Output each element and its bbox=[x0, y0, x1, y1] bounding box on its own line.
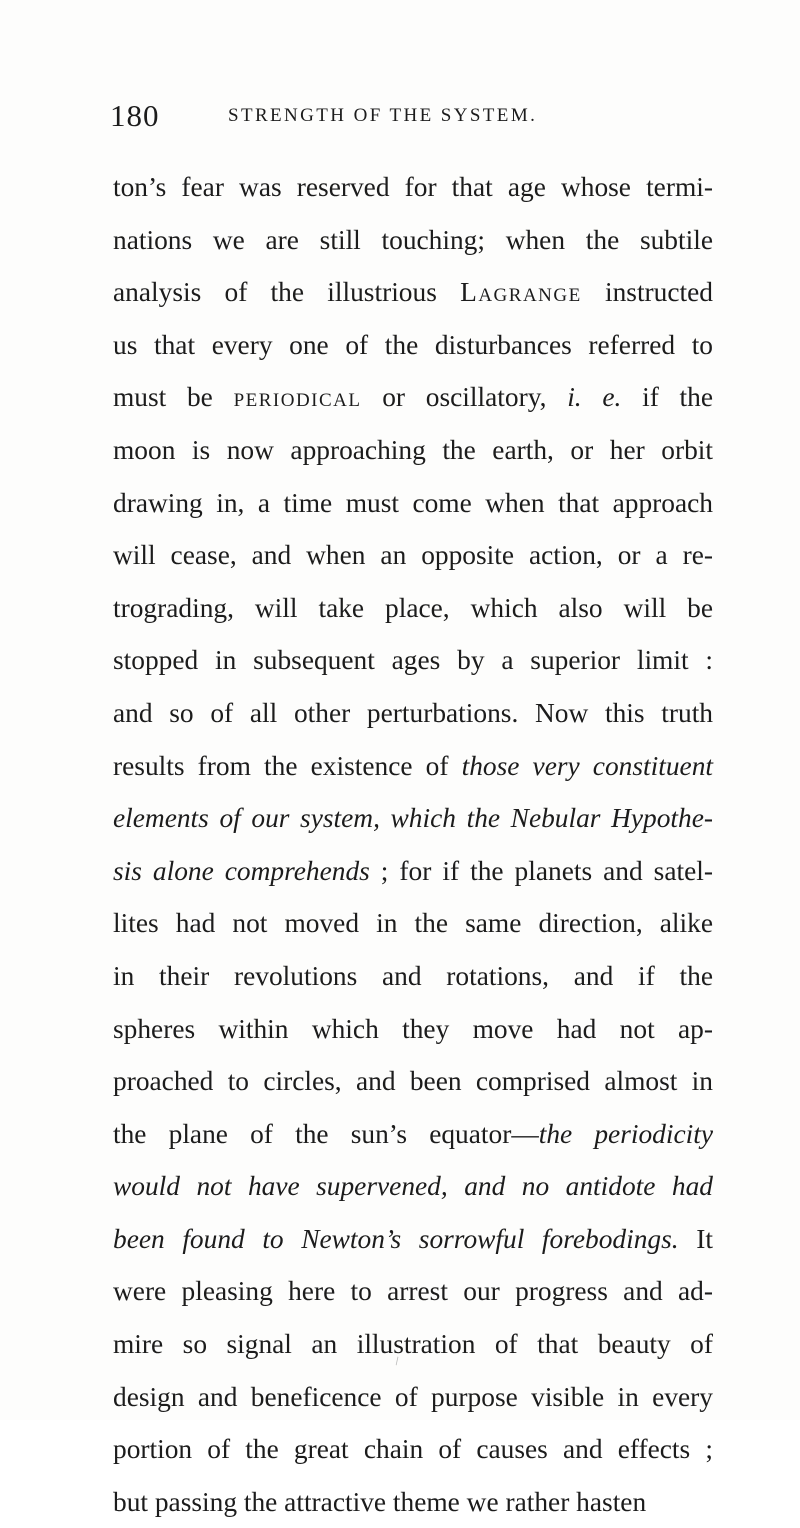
italic-text-run: i. e. bbox=[567, 382, 622, 413]
text-run: design and beneficence of purpose visible in every bbox=[113, 1381, 713, 1412]
italic-text-run: the periodicity bbox=[538, 1118, 714, 1149]
text-line bbox=[113, 1160, 713, 1213]
text-line bbox=[113, 1476, 713, 1528]
text-line bbox=[113, 1003, 713, 1056]
text-line bbox=[113, 897, 713, 950]
text-run: the plane of the sun’s equator— bbox=[113, 1118, 539, 1149]
text-line bbox=[113, 161, 713, 214]
italic-text-run: would not have supervened, and no antidote had bbox=[113, 1171, 713, 1202]
text-line bbox=[113, 1055, 713, 1108]
text-run: stopped in subsequent ages by a superior limit : bbox=[113, 645, 713, 676]
text-run: trograding, will take place, which also will be bbox=[113, 592, 713, 623]
text-run: instructed bbox=[581, 277, 713, 308]
text-run: ; for if the planets and satel- bbox=[369, 855, 713, 886]
text-line bbox=[113, 1318, 713, 1371]
small-caps-text-run: Lagrange bbox=[460, 277, 582, 308]
text-run: lites had not moved in the same direction, alike bbox=[113, 908, 713, 939]
text-line bbox=[113, 740, 713, 793]
italic-text-run: those very constituent bbox=[461, 750, 713, 781]
text-run: were pleasing here to arrest our progress and ad- bbox=[113, 1276, 713, 1307]
text-line bbox=[113, 529, 713, 582]
text-run: moon is now approaching the earth, or her orbit bbox=[113, 434, 713, 465]
text-run: nations we are still touching; when the subtile bbox=[113, 224, 713, 255]
text-run: portion of the great chain of causes and effects ; bbox=[113, 1434, 713, 1465]
text-run: will cease, and when an opposite action, or a re- bbox=[113, 540, 713, 571]
text-line bbox=[113, 371, 713, 424]
text-run: drawing in, a time must come when that approach bbox=[113, 487, 713, 518]
running-head bbox=[0, 96, 800, 136]
text-line bbox=[113, 1213, 713, 1266]
text-run: proached to circles, and been comprised almost in bbox=[113, 1066, 713, 1097]
small-caps-text-run: periodical bbox=[233, 382, 362, 413]
body-text bbox=[113, 161, 713, 1528]
text-line bbox=[113, 634, 713, 687]
text-run: spheres within which they move had not ap- bbox=[113, 1013, 713, 1044]
italic-text-run: been found to Newton’s sorrowful forebodings. bbox=[113, 1223, 679, 1254]
text-line bbox=[113, 582, 713, 635]
text-line bbox=[113, 1371, 713, 1424]
text-line bbox=[113, 687, 713, 740]
text-run: results from the existence of bbox=[113, 750, 462, 781]
print-speck-mark: \ bbox=[392, 1355, 401, 1368]
text-line bbox=[113, 792, 713, 845]
text-line bbox=[113, 1265, 713, 1318]
page-number: 180 bbox=[110, 98, 160, 133]
text-line bbox=[113, 424, 713, 477]
text-line bbox=[113, 1423, 713, 1476]
text-line bbox=[113, 319, 713, 372]
text-run: or oscillatory, bbox=[361, 382, 568, 413]
text-run: if the bbox=[621, 382, 714, 413]
text-run: analysis of the illustrious bbox=[113, 277, 461, 308]
text-line bbox=[113, 1108, 713, 1161]
running-title: STRENGTH OF THE SYSTEM. bbox=[228, 105, 538, 126]
text-line bbox=[113, 266, 713, 319]
text-run: It bbox=[678, 1223, 713, 1254]
italic-text-run: sis alone comprehends bbox=[113, 855, 370, 886]
text-run: and so of all other perturbations. Now this truth bbox=[113, 697, 713, 728]
text-run: but passing the attractive theme we rather hasten bbox=[113, 1486, 647, 1517]
text-run: ton’s fear was reserved for that age whose termi- bbox=[113, 172, 713, 202]
text-run: in their revolutions and rotations, and if the bbox=[113, 960, 713, 991]
text-run: us that every one of the disturbances referred to bbox=[113, 329, 713, 360]
italic-text-run: elements of our system, which the Nebular Hypothe- bbox=[113, 803, 713, 834]
text-run: must be bbox=[113, 382, 234, 413]
text-line bbox=[113, 477, 713, 530]
text-line bbox=[113, 845, 713, 898]
text-line bbox=[113, 950, 713, 1003]
text-run: mire so signal an illustration of that beauty of bbox=[113, 1329, 713, 1360]
text-line bbox=[113, 214, 713, 267]
